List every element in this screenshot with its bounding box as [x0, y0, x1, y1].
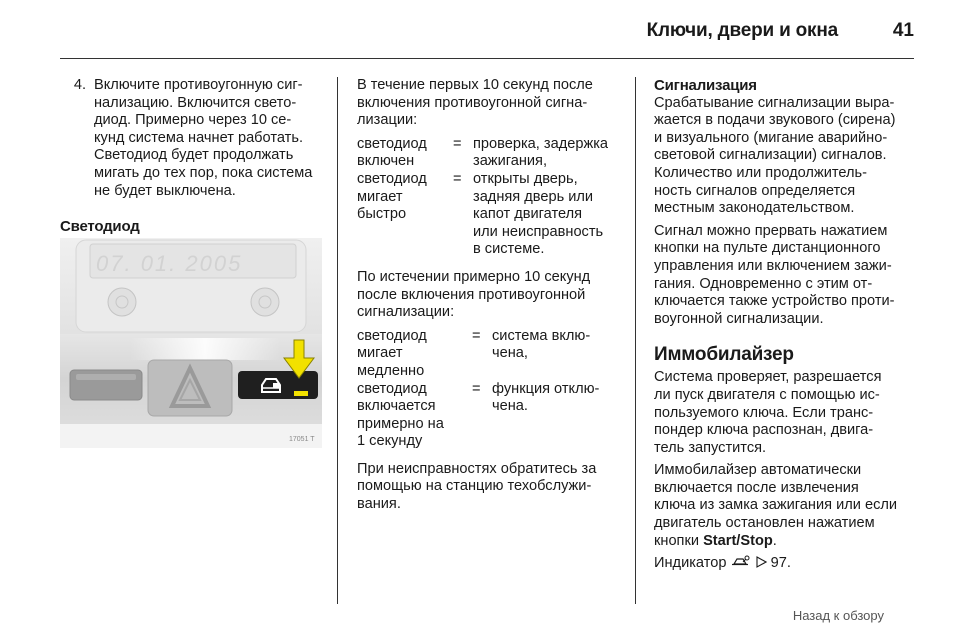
- text-line: быстро: [357, 206, 407, 223]
- text-line: Сигнал можно прервать нажатием: [654, 222, 888, 239]
- text-line: жается в подачи звукового (сирена): [654, 112, 896, 129]
- text-line: гания. Одновременно с этим от-: [654, 275, 873, 292]
- back-to-overview-link[interactable]: Назад к обзору: [792, 608, 884, 623]
- header-title: Ключи, двери и окна: [646, 20, 838, 41]
- immobilizer-paragraph-1: [654, 369, 922, 457]
- def-equals: =: [472, 380, 481, 397]
- text-line: тель запустится.: [654, 439, 767, 456]
- column-divider-2: [635, 77, 636, 604]
- text-line: пондер ключа распознан, двига-: [654, 422, 874, 439]
- left-knob: [108, 288, 136, 316]
- def-description: [492, 381, 625, 451]
- text-line: диод. Примерно через 10 се-: [94, 112, 292, 129]
- page-number: 41: [892, 20, 914, 41]
- alarm-heading: Сигнализация: [654, 77, 757, 94]
- led-heading: Светодиод: [60, 218, 140, 236]
- text-line: сигнализации:: [357, 304, 455, 321]
- text-line: Включите противоугонную сиг-: [94, 77, 303, 93]
- text-line: лизации:: [357, 112, 418, 129]
- led-indicator: [294, 391, 308, 396]
- step-4: [60, 77, 330, 200]
- dashboard-figure: [60, 238, 322, 448]
- header-divider: [60, 58, 914, 59]
- text-line: Светодиод будет продолжать: [94, 147, 294, 164]
- text-line: в системе.: [473, 241, 545, 258]
- column-1: [60, 77, 330, 236]
- service-note: [357, 461, 625, 514]
- text-line: светодиод: [357, 170, 427, 187]
- text-line: светодиод: [357, 327, 427, 344]
- def-term: [357, 328, 472, 381]
- figure-code: 17051 T: [289, 436, 315, 443]
- def-equals: =: [472, 327, 481, 344]
- text-line: медленно: [357, 362, 425, 379]
- text-line: капот двигателя: [473, 206, 583, 223]
- step-text: [94, 77, 330, 200]
- text-line: включается: [357, 398, 436, 415]
- text-line: светодиод: [357, 380, 427, 397]
- text-line: светодиод: [357, 135, 427, 152]
- immobilizer-heading: Иммобилайзер: [654, 344, 794, 366]
- text-line: По истечении примерно 10 секунд: [357, 268, 591, 285]
- alarm-paragraph-2: [654, 223, 922, 329]
- text-line: зажигания,: [473, 153, 548, 170]
- text-fragment: кнопки: [654, 532, 704, 549]
- text-line: включен: [357, 153, 415, 170]
- text-fragment: .: [772, 532, 777, 549]
- indicator-label: Индикатор: [654, 555, 727, 572]
- text-line: мигает: [357, 188, 403, 205]
- indicator-page-link[interactable]: 97.: [770, 555, 791, 572]
- text-line: задняя дверь или: [473, 188, 594, 205]
- text-line: ли пуск двигателя с помощью ис-: [654, 386, 880, 403]
- text-line: включается после извлечения: [654, 479, 859, 496]
- text-line: пользуемого ключа. Если транс-: [654, 404, 874, 421]
- start-stop-label: Start/Stop: [703, 532, 773, 549]
- step-number: 4.: [73, 77, 86, 93]
- display-text: 07. 01. 2005: [96, 251, 243, 276]
- text-line: нализацию. Включится свето-: [94, 94, 297, 111]
- text-line: система вклю-: [492, 327, 591, 344]
- column-3: [654, 77, 922, 573]
- text-line: примерно на: [357, 415, 444, 432]
- text-line: ключа из замка зажигания или если: [654, 497, 898, 514]
- intro-paragraph-2: [357, 269, 625, 322]
- text-line: При неисправностях обратитесь за: [357, 460, 597, 477]
- text-line: вания.: [357, 496, 401, 513]
- intro-paragraph-1: [357, 77, 625, 130]
- text-line: чена.: [492, 398, 528, 415]
- immobilizer-paragraph-2: [654, 462, 922, 550]
- text-line: функция отклю-: [492, 380, 600, 397]
- text-line: не будет выключена.: [94, 182, 236, 199]
- page-reference-arrow-icon: [755, 556, 767, 568]
- led-state-table-1: [357, 136, 625, 259]
- text-line: и визуального (мигание аварийно-: [654, 129, 888, 146]
- key-car-icon: [731, 555, 751, 568]
- text-line: управления или включением зажи-: [654, 257, 892, 274]
- text-line: кнопки на пульте дистанционного: [654, 240, 881, 257]
- led-state-table-2: [357, 328, 625, 451]
- text-line: или неисправность: [473, 223, 604, 240]
- text-line: воугонной сигнализации.: [654, 310, 824, 327]
- def-equals: =: [453, 170, 462, 187]
- text-line: Иммобилайзер автоматически: [654, 462, 862, 479]
- text-line: ключается также устройство проти-: [654, 293, 895, 310]
- text-line: двигатель остановлен нажатием: [654, 515, 875, 532]
- led-illustration: [60, 238, 322, 448]
- text-line: кунд система начнет работать.: [94, 129, 303, 146]
- alarm-paragraph-1: [654, 95, 922, 218]
- def-equals: =: [453, 135, 462, 152]
- def-term: [357, 171, 453, 259]
- column-divider-1: [337, 77, 338, 604]
- text-line: [654, 533, 922, 551]
- text-line: проверка, задержка: [473, 135, 609, 152]
- text-line: мигать до тех пор, пока система: [94, 164, 313, 181]
- def-description: [492, 328, 625, 381]
- text-line: 1 секунду: [357, 433, 423, 450]
- right-knob: [251, 288, 279, 316]
- text-line: открыты дверь,: [473, 170, 578, 187]
- def-term: [357, 136, 453, 171]
- text-line: Количество или продолжитель-: [654, 164, 867, 181]
- text-line: Срабатывание сигнализации выра-: [654, 94, 895, 111]
- def-term: [357, 381, 472, 451]
- text-line: В течение первых 10 секунд после: [357, 77, 593, 93]
- text-line: чена,: [492, 345, 528, 362]
- def-description: [473, 171, 625, 259]
- text-line: мигает: [357, 345, 403, 362]
- text-line: после включения противоугонной: [357, 286, 586, 303]
- def-description: [473, 136, 625, 171]
- text-line: ность сигналов определяется: [654, 182, 856, 199]
- text-line: местным законодательством.: [654, 200, 855, 217]
- text-line: световой сигнализации) сигналов.: [654, 147, 887, 164]
- text-line: Система проверяет, разрешается: [654, 369, 882, 386]
- text-line: помощью на станцию техобслужи-: [357, 478, 592, 495]
- indicator-reference: [654, 555, 922, 573]
- text-line: включения противоугонной сигна-: [357, 94, 588, 111]
- column-2: [357, 77, 625, 514]
